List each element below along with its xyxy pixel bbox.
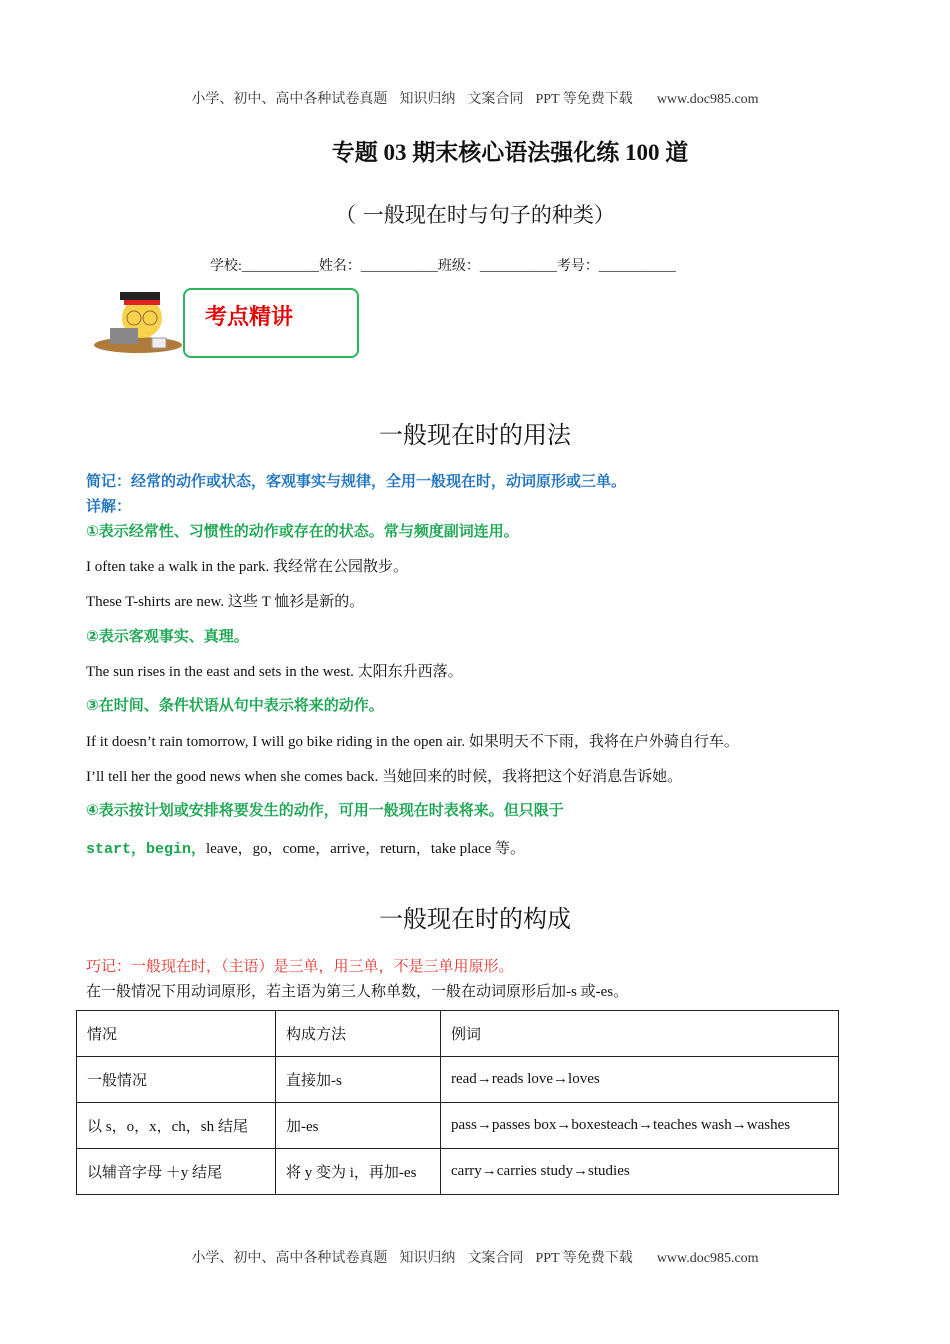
verb-list — [86, 837, 525, 858]
footer-link[interactable]: www.doc985.com — [656, 1251, 759, 1266]
tip-text: 巧记：一般现在时，（主语）是三单，用三单，不是三单用原形。 — [86, 959, 514, 975]
detail-label: 详解： — [86, 497, 132, 515]
example-sentence: I’ll tell her the good news when she comes back. 当她回来的时候，我将把这个好消息告诉她。 — [86, 769, 683, 785]
table-cell: 以辅音字母 ＋y 结尾 — [77, 1149, 276, 1195]
table-cell: pass→passes box→boxesteach→teaches wash→washes — [441, 1103, 839, 1149]
table-row — [77, 1103, 839, 1149]
table-cell: carry→carries study→studies — [441, 1149, 839, 1195]
header-text: 小学、初中、高中各种试卷真题 — [191, 92, 388, 107]
table-cell: 直接加-s — [276, 1057, 441, 1103]
footer-text: 知识归纳 — [399, 1251, 456, 1266]
table-header-row — [77, 1011, 839, 1057]
header-text: PPT 等免费下载 — [535, 92, 633, 107]
section-banner — [183, 288, 359, 358]
point-heading: ①表示经常性、习惯性的动作或存在的状态。常与频度副词连用。 — [86, 522, 519, 540]
header-text: 知识归纳 — [399, 92, 456, 107]
page-footer — [0, 1247, 950, 1267]
doc-title: 专题 03 期末核心语法强化练 100 道 — [331, 140, 689, 165]
example-sentence: The sun rises in the east and sets in the west. 太阳东升西落。 — [86, 664, 463, 680]
table-header: 情况 — [77, 1011, 276, 1057]
table-row — [77, 1057, 839, 1103]
table-cell: 一般情况 — [77, 1057, 276, 1103]
footer-text: PPT 等免费下载 — [535, 1251, 633, 1266]
section-heading: 一般现在时的构成 — [379, 905, 571, 933]
banner-label: 考点精讲 — [205, 305, 294, 330]
verb-list-highlight: start，begin， — [86, 841, 207, 858]
point-heading: ③在时间、条件状语从句中表示将来的动作。 — [86, 696, 384, 714]
header-link[interactable]: www.doc985.com — [656, 92, 759, 107]
page-header — [0, 88, 950, 108]
description-text: 在一般情况下用动词原形，若主语为第三人称单数，一般在动词原形后加-s 或-es。 — [86, 984, 629, 1000]
verb-list-rest: leave，go，come，arrive，return，take place 等。 — [206, 841, 526, 857]
table-cell: 加-es — [276, 1103, 441, 1149]
example-sentence: I often take a walk in the park. 我经常在公园散步。 — [86, 559, 409, 575]
example-sentence: These T-shirts are new. 这些 T 恤衫是新的。 — [86, 594, 365, 610]
table-row — [77, 1149, 839, 1195]
example-sentence: If it doesn’t rain tomorrow, I will go bike riding in the open air. 如果明天不下雨，我将在户外骑自行车。 — [86, 734, 739, 750]
table-header: 例词 — [441, 1011, 839, 1057]
table-header: 构成方法 — [276, 1011, 441, 1057]
table-cell: 将 y 变为 i，再加-es — [276, 1149, 441, 1195]
mascot-icon — [92, 290, 184, 355]
header-text: 文案合同 — [467, 92, 524, 107]
footer-text: 小学、初中、高中各种试卷真题 — [191, 1251, 388, 1266]
footer-text: 文案合同 — [467, 1251, 524, 1266]
point-heading: ②表示客观事实、真理。 — [86, 627, 249, 645]
memo-text: 简记：经常的动作或状态，客观事实与规律，全用一般现在时，动词原形或三单。 — [86, 472, 627, 490]
table-cell: read→reads love→loves — [441, 1057, 839, 1103]
student-info-fields: 学校:___________姓名：___________班级：___________考号：___________ — [210, 259, 676, 274]
conjugation-table — [76, 1010, 839, 1195]
table-cell: 以 s，o，x，ch，sh 结尾 — [77, 1103, 276, 1149]
doc-subtitle: （ 一般现在时与句子的种类） — [335, 203, 615, 227]
section-heading: 一般现在时的用法 — [379, 421, 571, 449]
point-heading: ④表示按计划或安排将要发生的动作，可用一般现在时表将来。但只限于 — [86, 801, 564, 819]
